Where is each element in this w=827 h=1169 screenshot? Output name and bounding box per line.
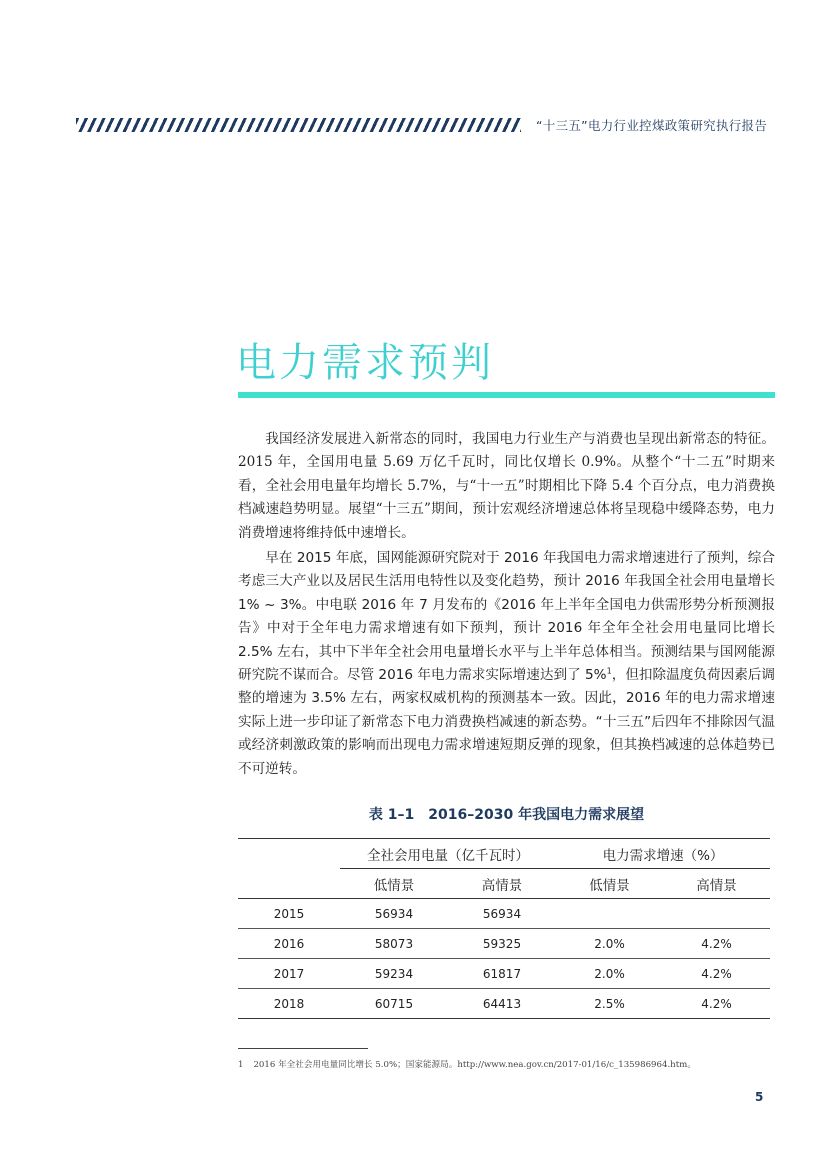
paragraph-2-text-b: ，但扣除温度负荷因素后调整的增速为 3.5% 左右，两家权威机构的预测基本一致。因此，2016 年的电力需求增速实际上进一步印证了新常态下电力消费换档减速的新态势。“十三五”后四年不排除因气温或经济刺激政策的影响而出现电力需求增速短期反弹的现象，但其换档减速的总体趋势已不可逆转。 bbox=[238, 667, 776, 777]
running-header-title: “十三五”电力行业控煤政策研究执行报告 bbox=[536, 118, 768, 133]
demand-outlook-table bbox=[238, 838, 770, 1019]
growth-high-cell bbox=[663, 899, 770, 929]
consumption-high-cell: 59325 bbox=[448, 929, 556, 959]
consumption-high-cell: 64413 bbox=[448, 989, 556, 1019]
consumption-low-header: 低情景 bbox=[340, 869, 448, 899]
footnote-ref: 1 bbox=[606, 666, 612, 676]
growth-low-header: 低情景 bbox=[556, 869, 663, 899]
paragraph-2-text-a: 早在 2015 年底，国网能源研究院对于 2016 年我国电力需求增速进行了预判，综合考虑三大产业以及居民生活用电特性以及变化趋势，预计 2016 年我国全社会用电量增长 1% ~ 3%。中电联 2016 年 7 月发布的《2016 年上半年全国电力供需形势分析预测报告》中对于全年电力需求增速有如下预判，预计 2016 年全年全社会用电量同比增长 2.5% 左右，其中下半年全社会用电量增长水平与上半年总体相当。预测结果与国网能源研究院不谋而合。尽管 2016 年电力需求实际增速达到了 5% bbox=[238, 550, 775, 684]
growth-low-cell: 2.0% bbox=[556, 929, 663, 959]
consumption-group-header: 全社会用电量（亿千瓦时） bbox=[340, 839, 556, 869]
growth-high-cell: 4.2% bbox=[663, 929, 770, 959]
consumption-low-cell: 58073 bbox=[340, 929, 448, 959]
year-cell: 2018 bbox=[238, 989, 340, 1019]
table-group-header-row bbox=[238, 839, 770, 869]
year-cell: 2015 bbox=[238, 899, 340, 929]
year-header-empty bbox=[238, 839, 340, 869]
table-row bbox=[238, 899, 770, 929]
consumption-high-cell: 61817 bbox=[448, 959, 556, 989]
growth-high-header: 高情景 bbox=[663, 869, 770, 899]
table-row bbox=[238, 989, 770, 1019]
consumption-high-cell: 56934 bbox=[448, 899, 556, 929]
year-cell: 2017 bbox=[238, 959, 340, 989]
table-caption: 表 1–1 2016–2030 年我国电力需求展望 bbox=[368, 807, 645, 823]
section-title: 电力需求预判 bbox=[236, 339, 494, 386]
table-row bbox=[238, 959, 770, 989]
consumption-low-cell: 59234 bbox=[340, 959, 448, 989]
table-sub-header-row bbox=[238, 869, 770, 899]
growth-low-cell: 2.5% bbox=[556, 989, 663, 1019]
consumption-high-header: 高情景 bbox=[448, 869, 556, 899]
page-number: 5 bbox=[755, 1090, 764, 1104]
header-stripe-decoration bbox=[76, 118, 521, 132]
footnote-divider bbox=[238, 1048, 368, 1049]
growth-high-cell: 4.2% bbox=[663, 989, 770, 1019]
paragraph-1: 我国经济发展进入新常态的同时，我国电力行业生产与消费也呈现出新常态的特征。2015 年，全国用电量 5.69 万亿千瓦时，同比仅增长 0.9%。从整个“十二五”时期来看，全社会用电量年均增长 5.7%，与“十一五”时期相比下降 5.4 个百分点，电力消费换档减速趋势明显。展望“十三五”期间，预计宏观经济增速总体将呈现稳中缓降态势，电力消费增速将维持低中速增长。 bbox=[238, 431, 775, 541]
footnote bbox=[238, 1058, 775, 1070]
footnote-text: 2016 年全社会用电量同比增长 5.0%；国家能源局。http://www.nea.gov.cn/2017-01/16/c_135986964.htm。 bbox=[253, 1060, 696, 1070]
year-subheader-empty bbox=[238, 869, 340, 899]
growth-low-cell: 2.0% bbox=[556, 959, 663, 989]
consumption-low-cell: 56934 bbox=[340, 899, 448, 929]
paragraph-2 bbox=[238, 547, 775, 781]
growth-group-header: 电力需求增速（%） bbox=[556, 839, 770, 869]
consumption-low-cell: 60715 bbox=[340, 989, 448, 1019]
title-underline bbox=[238, 392, 775, 398]
growth-high-cell: 4.2% bbox=[663, 959, 770, 989]
footnote-number: 1 bbox=[238, 1060, 244, 1070]
table-row bbox=[238, 929, 770, 959]
growth-low-cell bbox=[556, 899, 663, 929]
year-cell: 2016 bbox=[238, 929, 340, 959]
